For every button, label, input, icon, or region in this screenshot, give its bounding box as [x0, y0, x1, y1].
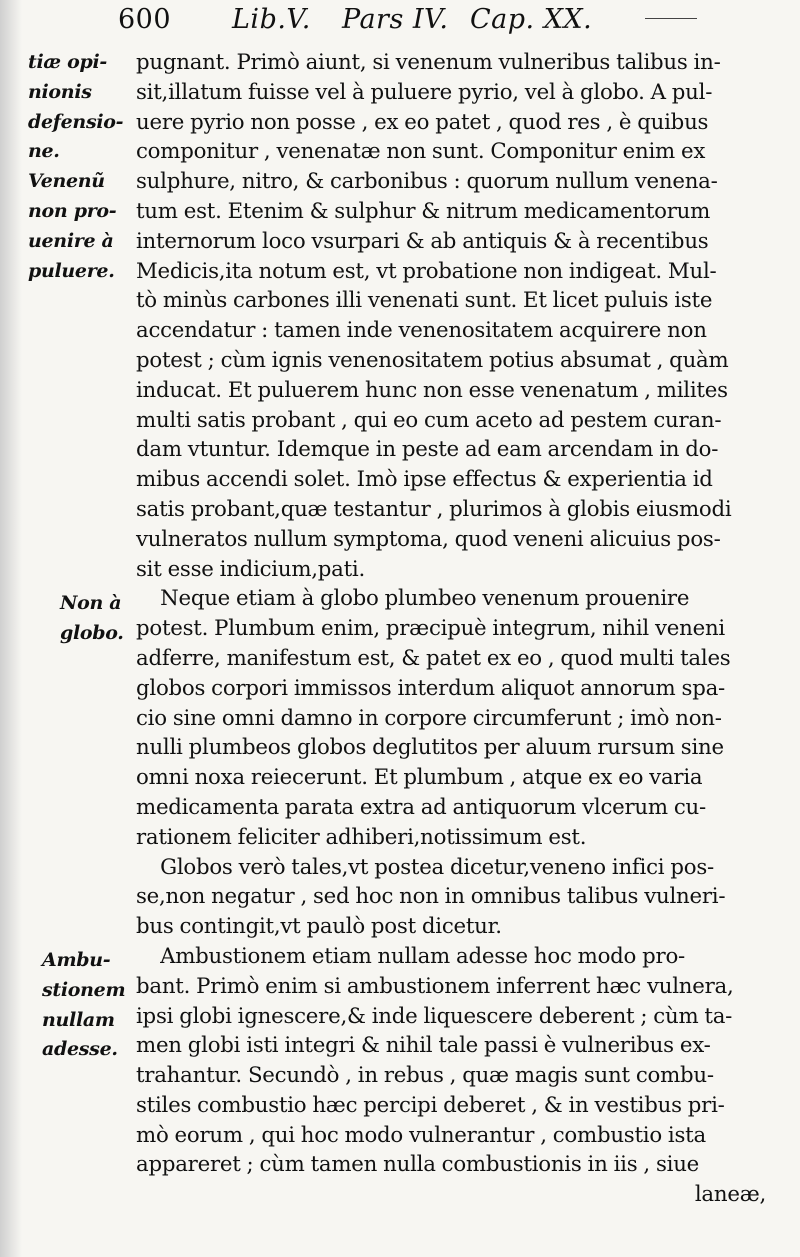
page-number: 600	[118, 4, 172, 35]
text-line: sit esse indicium,pati.	[136, 556, 366, 582]
part-label: Pars IV.	[342, 4, 449, 35]
text-line: bus contingit,vt paulò post dicetur.	[136, 914, 502, 940]
text-line: adferre, manifestum est, & patet ex eo , quod multi tales	[136, 645, 731, 671]
text-line: globos corpori immissos interdum aliquot annorum spa-	[136, 675, 725, 701]
margin-line: nionis	[28, 80, 92, 103]
text-line: trahantur. Secundò , in rebus , quæ magis sunt combu-	[136, 1063, 714, 1089]
text-line: potest ; cùm ignis venenositatem potius absumat , quàm	[136, 347, 729, 373]
text-line: inducat. Et puluerem hunc non esse venenatum , milites	[136, 377, 728, 403]
text-line: mò eorum , qui hoc modo vulnerantur , combustio ista	[136, 1122, 706, 1148]
margin-line: nullam	[42, 1008, 115, 1031]
chapter-label: Cap. XX.	[470, 4, 593, 35]
text-line: men globi isti integri & nihil tale passi è vulneribus ex-	[136, 1033, 711, 1059]
text-line: internorum loco vsurpari & ab antiquis & à recentibus	[136, 228, 709, 254]
margin-line: Non à	[60, 592, 122, 614]
text-line: omni noxa reiecerunt. Et plumbum , atque ex eo varia	[136, 765, 703, 791]
margin-line: stionem	[42, 978, 126, 1001]
text-line: potest. Plumbum enim, præcipuè integrum, nihil veneni	[136, 616, 725, 642]
text-line: sit,illatum fuisse vel à puluere pyrio, vel à globo. A pul-	[136, 79, 713, 105]
book-label: Lib.V.	[232, 4, 311, 35]
page-binding-shadow	[0, 0, 22, 1257]
text-line: mibus accendi solet. Imò ipse effectus & experientia id	[136, 467, 713, 493]
catchword: laneæ,	[694, 1182, 766, 1208]
text-line: appareret ; cùm tamen nulla combustionis in iis , siue	[136, 1152, 700, 1178]
margin-line: non pro-	[28, 199, 117, 222]
margin-line: globo.	[60, 621, 124, 644]
text-line: pugnant. Primò aiunt, si venenum vulneribus talibus in-	[136, 50, 721, 75]
margin-line: Venenũ	[28, 170, 105, 193]
text-line: dam vtuntur. Idemque in peste ad eam arcendam in do-	[136, 437, 719, 463]
margin-line: uenire à	[28, 229, 114, 252]
text-line: cio sine omni damno in corpore circumferunt ; imò non-	[136, 705, 722, 731]
text-line: se,non negatur , sed hoc non in omnibus talibus vulneri-	[136, 884, 726, 910]
text-line: vulneratos nullum symptoma, quod veneni alicuius pos-	[136, 526, 721, 552]
text-line: tum est. Etenim & sulphur & nitrum medicamentorum	[136, 198, 711, 224]
text-line: ipsi globi ignescere,& inde liquescere deberent ; cùm ta-	[136, 1003, 733, 1029]
margin-line: Ambu-	[42, 949, 111, 971]
text-line: Ambustionem etiam nullam adesse hoc modo pro-	[136, 943, 685, 969]
margin-line: defensio-	[28, 110, 124, 133]
text-line: tò minùs carbones illi venenati sunt. Et licet puluis iste	[136, 288, 713, 314]
text-line: bant. Primò enim si ambustionem inferrent hæc vulnera,	[136, 973, 734, 999]
text-line: uere pyrio non posse , ex eo patet , quod res , è quibus	[136, 109, 709, 135]
text-line: Neque etiam à globo plumbeo venenum prouenire	[136, 586, 690, 612]
text-line: Globos verò tales,vt postea dicetur,veneno infici pos-	[136, 854, 714, 880]
text-line: rationem feliciter adhiberi,notissimum est.	[136, 824, 587, 850]
margin-line: puluere.	[28, 259, 115, 282]
text-line: multi satis probant , qui eo cum aceto ad pestem curan-	[136, 407, 722, 433]
running-header	[118, 4, 758, 44]
header-rule	[645, 18, 697, 19]
margin-line: tiæ opi-	[28, 51, 107, 73]
text-line: medicamenta parata extra ad antiquorum vlcerum cu-	[136, 794, 706, 820]
text-line: satis probant,quæ testantur , plurimos à globis eiusmodi	[136, 496, 732, 522]
body-text	[136, 48, 766, 1210]
text-line: accendatur : tamen inde venenositatem acquirere non	[136, 318, 707, 344]
margin-note-opinion	[28, 48, 130, 286]
margin-line: adesse.	[42, 1038, 118, 1061]
margin-note-ambustio	[42, 946, 144, 1065]
margin-line: ne.	[28, 140, 60, 163]
text-line: componitur , venenatæ non sunt. Componitur enim ex	[136, 139, 706, 165]
text-line: stiles combustio hæc percipi deberet , & in vestibus pri-	[136, 1092, 725, 1118]
text-line: sulphure, nitro, & carbonibus : quorum nullum venena-	[136, 169, 718, 195]
text-line: Medicis,ita notum est, vt probatione non indigeat. Mul-	[136, 258, 717, 284]
text-line: nulli plumbeos globos deglutitos per aluum rursum sine	[136, 735, 724, 761]
